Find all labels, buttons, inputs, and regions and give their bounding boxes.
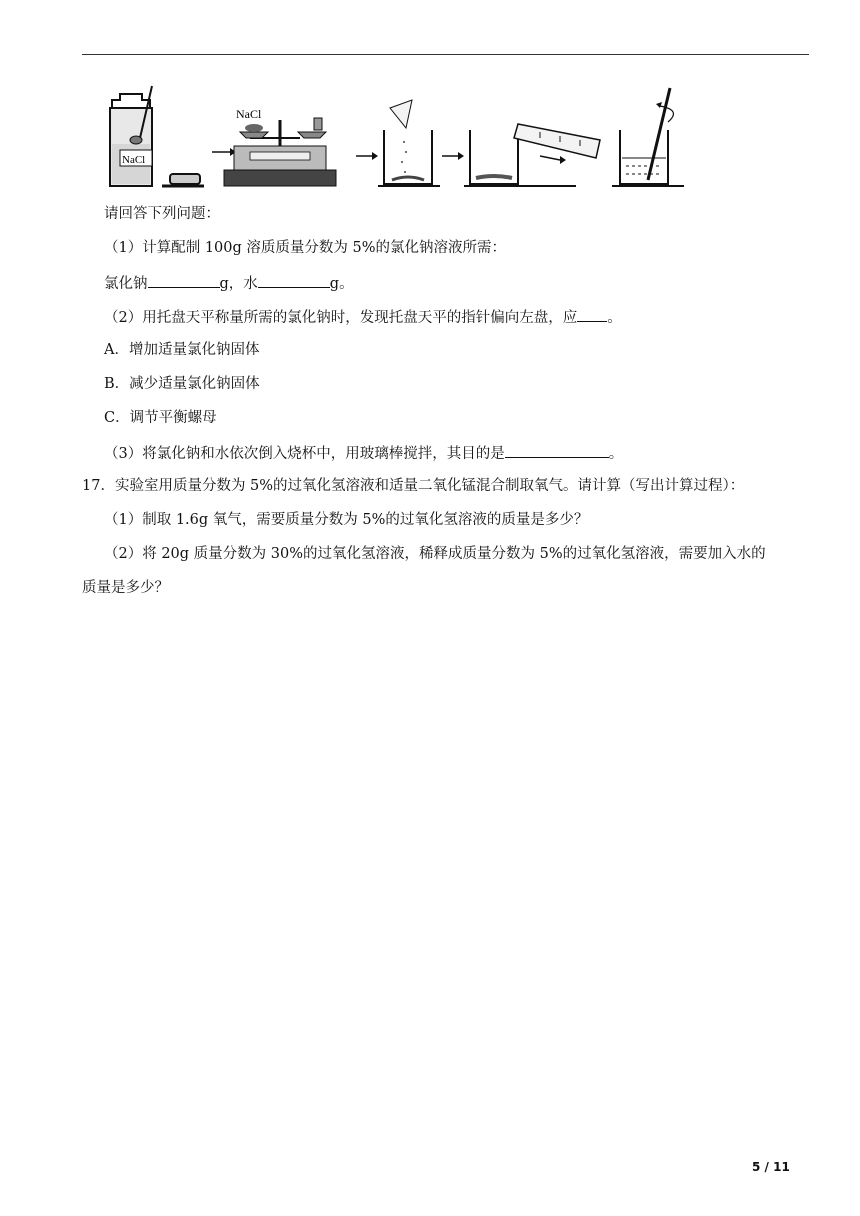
q16-part2-question: [104, 306, 622, 328]
q16-part2-text: （2）用托盘天平称量所需的氯化钠时，发现托盘天平的指针偏向左盘，应: [104, 310, 578, 326]
arrow-3: [442, 152, 464, 160]
q17-stem: 17．实验室用质量分数为 5%的过氧化氢溶液和适量二氧化锰混合制取氧气。请计算（写出计算过程）：: [82, 478, 745, 494]
page-number: 5 / 11: [752, 1160, 790, 1174]
balance-label: NaCl: [236, 107, 262, 121]
sodium-chloride-mass-blank[interactable]: [148, 272, 220, 288]
q16-option-b: B．减少适量氯化钠固体: [104, 376, 260, 392]
solution-preparation-figure: [100, 80, 700, 192]
header-rule: [82, 54, 809, 55]
q16-part1-question: （1）计算配制 100g 溶质质量分数为 5%的氯化钠溶液所需：: [104, 240, 507, 256]
nacl-reagent-jar: [110, 86, 152, 186]
q17-part2-line1: （2）将 20g 质量分数为 30%的过氧化氢溶液，稀释成质量分数为 5%的过氧化氢溶液，需要加入水的: [104, 546, 766, 562]
unit-g-water-label: g，水: [219, 276, 258, 292]
beaker-stirring: [612, 88, 684, 186]
q16-option-c: C．调节平衡螺母: [104, 410, 217, 426]
q16-part2-end: 。: [607, 310, 622, 326]
q16-part1-answer-line: [104, 272, 354, 294]
q16-prompt: 请回答下列问题：: [104, 206, 220, 222]
q16-part3-blank[interactable]: [505, 442, 609, 458]
stopper: [162, 174, 204, 186]
pan-balance: [224, 107, 336, 186]
q16-option-a: A．增加适量氯化钠固体: [104, 342, 260, 358]
q16-part3-end: 。: [608, 446, 624, 462]
arrow-1: [212, 148, 236, 156]
sodium-chloride-label: 氯化钠: [104, 276, 148, 292]
beaker-solid: [378, 100, 440, 186]
beaker-with-cylinder: [464, 124, 600, 186]
q17-part1: （1）制取 1.6g 氧气，需要质量分数为 5%的过氧化氢溶液的质量是多少？: [104, 512, 589, 528]
q16-part3-question: [104, 442, 623, 464]
q16-part2-blank[interactable]: [577, 306, 607, 322]
unit-g-end: g。: [329, 276, 354, 292]
q17-part2-line2: 质量是多少？: [82, 580, 169, 596]
water-mass-blank[interactable]: [258, 272, 330, 288]
arrow-2: [356, 152, 378, 160]
jar-label: NaCl: [122, 154, 146, 166]
q16-part3-text: （3）将氯化钠和水依次倒入烧杯中，用玻璃棒搅拌，其目的是: [104, 446, 505, 462]
